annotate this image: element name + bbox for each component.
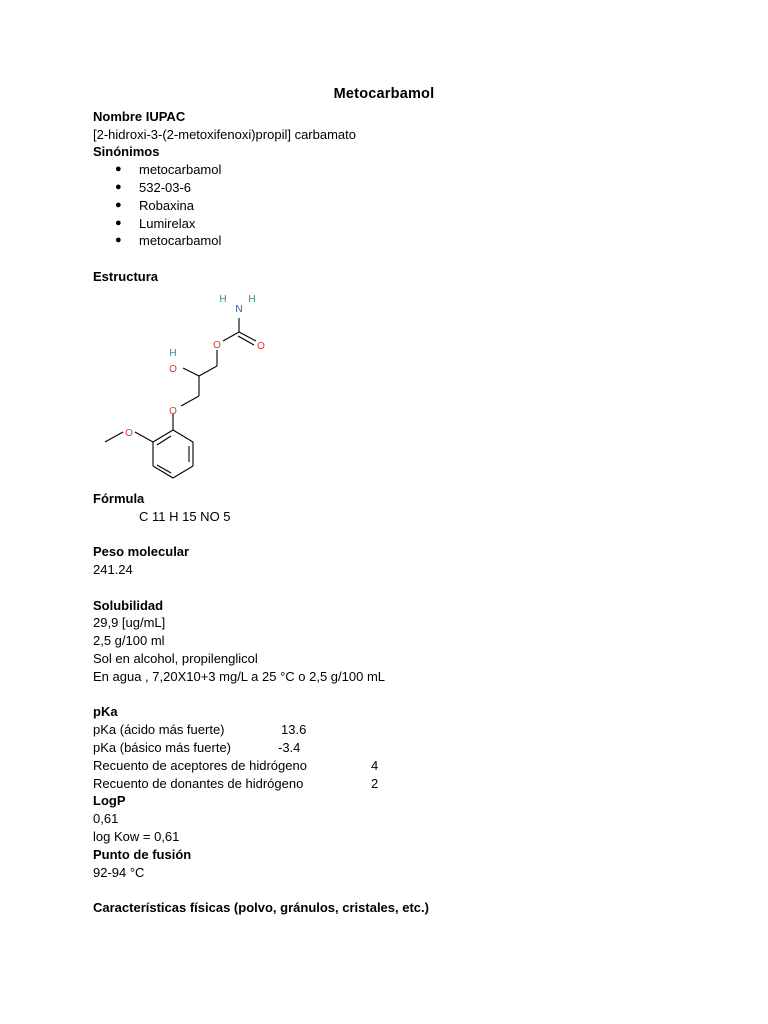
melting-point-heading: Punto de fusión (93, 846, 192, 862)
nitrogen-atom-label: N (235, 303, 243, 315)
formula-heading: Fórmula (93, 490, 145, 506)
hydrogen-atom-label: H (248, 293, 256, 305)
iupac-heading: Nombre IUPAC (93, 108, 186, 124)
solubility-heading: Solubilidad (93, 597, 164, 613)
pka-label: Recuento de aceptores de hidrógeno (93, 757, 307, 773)
oxygen-atom-label: O (169, 363, 177, 375)
pka-row (93, 775, 713, 793)
list-item (93, 179, 713, 197)
synonym-text: Lumirelax (139, 215, 196, 231)
bullet-icon: ● (115, 216, 122, 229)
list-item (93, 232, 713, 250)
pka-label: Recuento de donantes de hidrógeno (93, 775, 304, 791)
pka-row (93, 721, 713, 739)
synonym-text: metocarbamol (139, 233, 222, 249)
synonym-text: metocarbamol (139, 162, 222, 178)
oxygen-atom-label: O (257, 340, 265, 352)
bullet-icon: ● (115, 234, 122, 247)
list-item (93, 197, 713, 215)
oxygen-atom-label: O (169, 405, 177, 417)
pka-value: 2 (371, 775, 379, 791)
solubility-line: 29,9 [ug/mL] (93, 615, 166, 631)
pka-label: pKa (básico más fuerte) (93, 739, 232, 755)
pka-value: 13.6 (281, 722, 307, 738)
iupac-name: [2-hidroxi-3-(2-metoxifenoxi)propil] carbamato (93, 126, 356, 142)
hydrogen-atom-label: H (169, 347, 177, 359)
bullet-icon: ● (115, 198, 122, 211)
oxygen-atom-label: O (213, 339, 221, 351)
pka-row (93, 757, 713, 775)
pka-heading: pKa (93, 704, 118, 720)
synonym-text: 532-03-6 (139, 179, 192, 195)
synonym-text: Robaxina (139, 197, 194, 213)
formula-value: C 11 H 15 NO 5 (139, 508, 231, 524)
pka-label: pKa (ácido más fuerte) (93, 722, 225, 738)
pka-value: 4 (371, 757, 379, 773)
list-item (93, 215, 713, 233)
solubility-line: 2,5 g/100 ml (93, 633, 165, 649)
logp-line: 0,61 (93, 811, 119, 827)
list-item (93, 161, 713, 179)
structure-diagram (93, 290, 283, 490)
bullet-icon: ● (115, 163, 122, 176)
melting-point-value: 92-94 °C (93, 864, 145, 880)
hydrogen-atom-label: H (219, 293, 227, 305)
solubility-line: En agua , 7,20X10+3 mg/L a 25 °C o 2,5 g/100 mL (93, 668, 386, 684)
document-page (93, 84, 713, 917)
pka-value: -3.4 (278, 739, 301, 755)
synonyms-list (93, 161, 713, 250)
pka-row (93, 739, 713, 757)
molecular-weight-value: 241.24 (93, 561, 133, 577)
synonyms-heading: Sinónimos (93, 144, 160, 160)
molecular-weight-heading: Peso molecular (93, 544, 190, 560)
document-title: Metocarbamol (333, 86, 435, 102)
structure-heading: Estructura (93, 268, 159, 284)
bond-lines (105, 318, 256, 478)
bullet-icon: ● (115, 180, 122, 193)
solubility-line: Sol en alcohol, propilenglicol (93, 650, 258, 666)
logp-line: log Kow = 0,61 (93, 828, 180, 844)
physical-characteristics-heading: Características físicas (polvo, gránulos, cristales, etc.) (93, 900, 429, 916)
logp-heading: LogP (93, 793, 126, 809)
oxygen-atom-label: O (125, 427, 133, 439)
